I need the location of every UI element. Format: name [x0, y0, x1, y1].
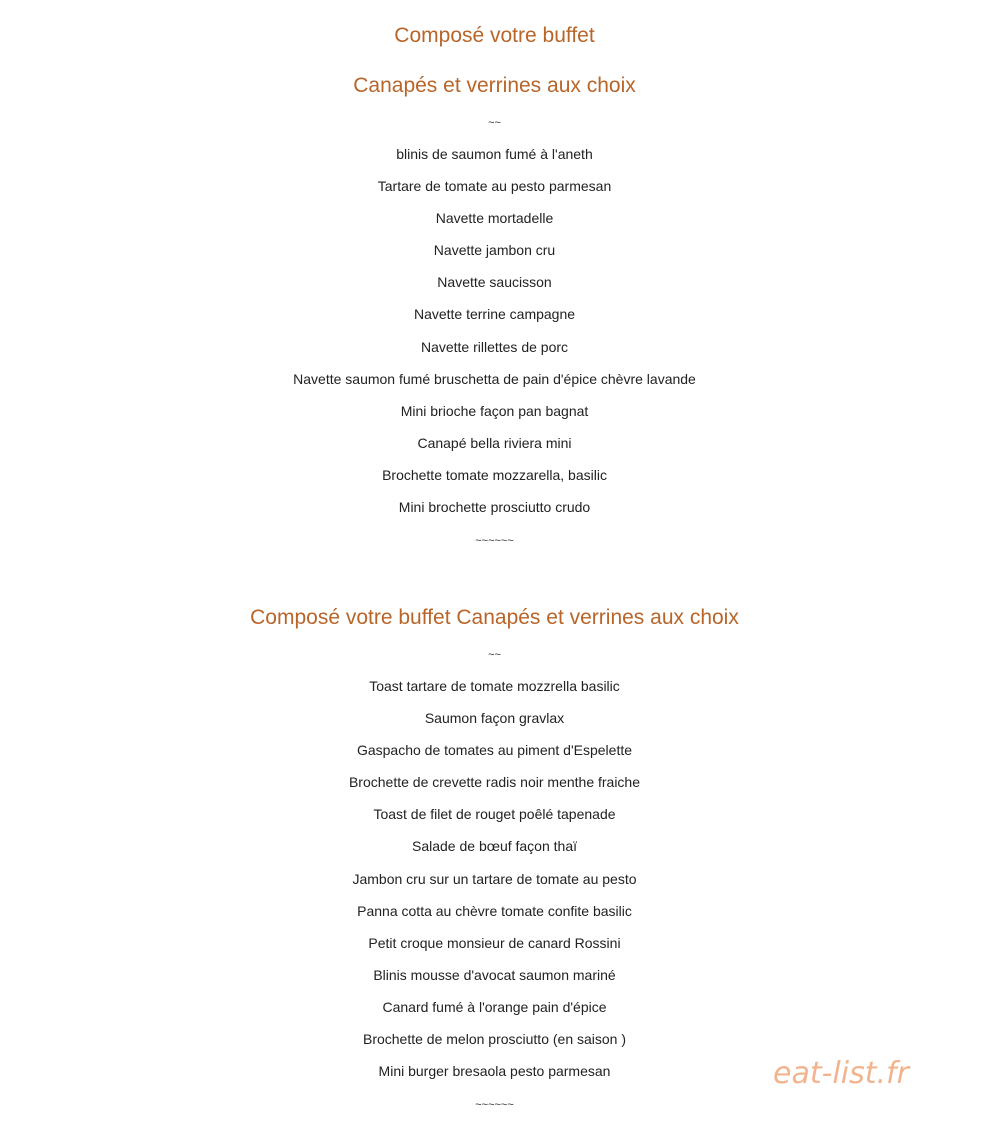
- list-item: Mini brochette prosciutto crudo: [398, 499, 591, 516]
- list-item: Navette saucisson: [437, 274, 552, 291]
- list-item: Blinis mousse d'avocat saumon mariné: [373, 966, 616, 983]
- section2-separator-top: ~~: [488, 649, 501, 661]
- section1-separator-bottom: ~~~~~~: [475, 535, 514, 547]
- section2-item-list: [0, 676, 989, 1093]
- list-item: Tartare de tomate au pesto parmesan: [377, 178, 612, 195]
- list-item: Toast de filet de rouget poêlé tapenade: [373, 806, 616, 823]
- list-item: Mini burger bresaola pesto parmesan: [378, 1063, 611, 1080]
- list-item: Brochette tomate mozzarella, basilic: [382, 466, 607, 483]
- list-item: blinis de saumon fumé à l'aneth: [396, 146, 593, 162]
- list-item: Salade de bœuf façon thaï: [412, 838, 577, 855]
- section1-separator-top: ~~: [488, 117, 501, 129]
- list-item: Toast tartare de tomate mozzrella basilic: [369, 678, 620, 694]
- list-item: Petit croque monsieur de canard Rossini: [368, 934, 621, 951]
- list-item: Navette jambon cru: [433, 242, 556, 259]
- list-item: Canard fumé à l'orange pain d'épice: [382, 998, 607, 1015]
- list-item: Brochette de melon prosciutto (en saison ): [362, 1031, 627, 1048]
- section1-subtitle: Canapés et verrines aux choix: [353, 74, 636, 97]
- list-item: Navette mortadelle: [435, 210, 554, 227]
- list-item: Navette terrine campagne: [413, 306, 576, 323]
- section1-title: Composé votre buffet: [394, 24, 595, 47]
- section2-title: Composé votre buffet Canapés et verrines aux choix: [250, 606, 739, 629]
- list-item: Panna cotta au chèvre tomate confite basilic: [357, 902, 632, 919]
- list-item: Mini brioche façon pan bagnat: [400, 402, 589, 419]
- list-item: Navette saumon fumé bruschetta de pain d'épice chèvre lavande: [293, 370, 696, 387]
- watermark: eat-list.fr: [773, 1056, 909, 1091]
- section2-separator-bottom: ~~~~~~: [475, 1099, 514, 1111]
- list-item: Navette rillettes de porc: [420, 338, 569, 355]
- list-item: Saumon façon gravlax: [424, 710, 565, 727]
- list-item: Brochette de crevette radis noir menthe fraiche: [348, 774, 641, 791]
- list-item: Canapé bella riviera mini: [417, 434, 572, 451]
- list-item: Jambon cru sur un tartare de tomate au pesto: [352, 870, 637, 887]
- list-item: Gaspacho de tomates au piment d'Espelette: [356, 742, 633, 759]
- section1-item-list: [0, 144, 989, 529]
